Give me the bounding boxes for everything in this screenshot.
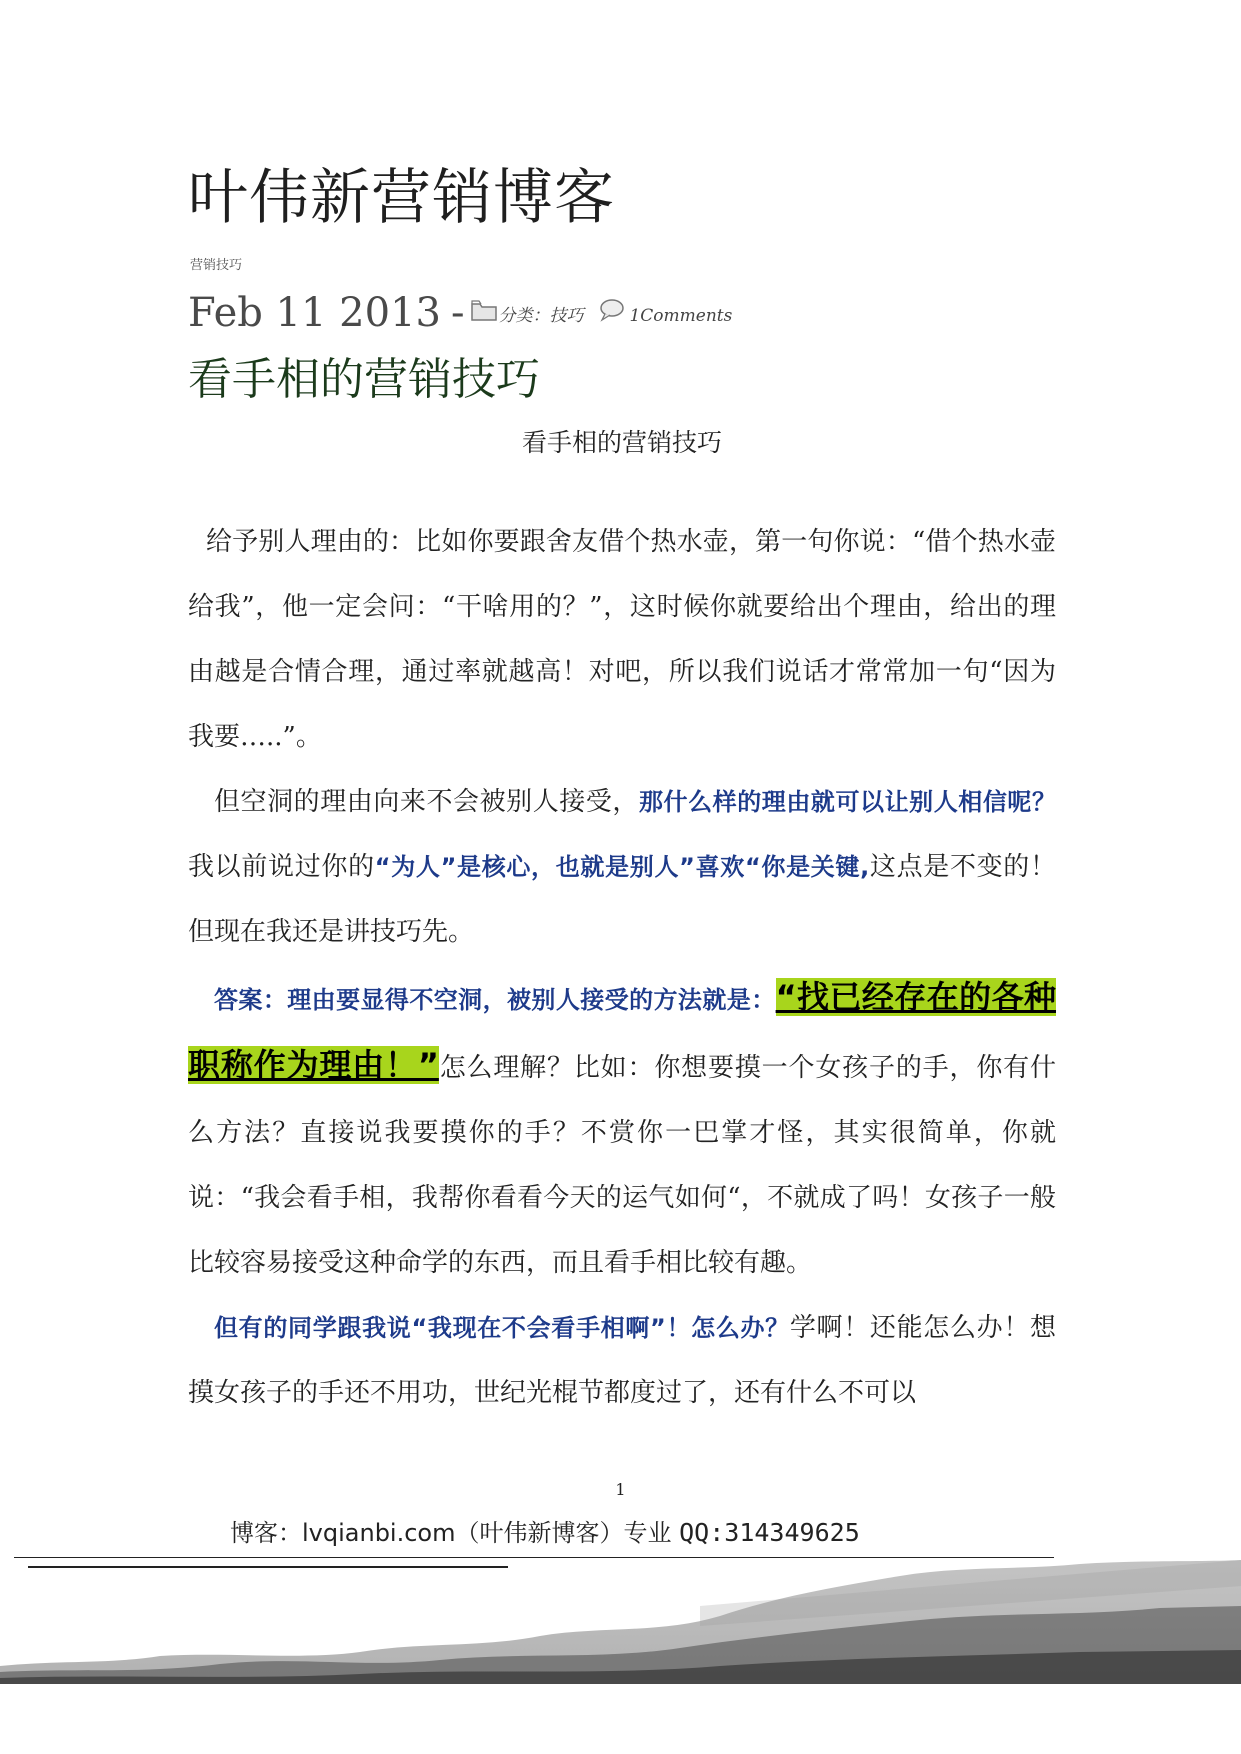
paragraph-1 xyxy=(188,510,1056,770)
category-label[interactable]: 分类：技巧 xyxy=(498,306,584,326)
footer-blog-name: （叶伟新博客） xyxy=(455,1519,624,1547)
paragraph-3-text: 怎么理解？比如：你想要摸一个女孩子的手，你有什么方法？直接说我要摸你的手？不赏你一巴掌才怪，其实很简单，你就说：“我会看手相，我帮你看看今天的运气如何“，不就成了吗！女孩子一般比较容易接受这种命学的东西，而且看手相比较有趣。 xyxy=(188,1053,1056,1278)
paragraph-2-emphasis-a: 那什么样的理由就可以让别人相信呢？ xyxy=(639,788,1056,816)
paragraph-2-emphasis-b: “为人”是核心，也就是别人”喜欢“你是关键, xyxy=(374,853,870,881)
paragraph-1-text: 给予别人理由的：比如你要跟舍友借个热水壶，第一句你说：“借个热水壶给我”，他一定会问：“干啥用的？”，这时候你就要给出个理由，给出的理由越是合情合理，通过率就越高！对吧，所以我们说话才常常加一句“因为我要…..”。 xyxy=(188,527,1056,752)
footer-blog-label: 博客： xyxy=(230,1519,302,1547)
footer-pro-label: 专业 xyxy=(623,1519,672,1547)
post-meta xyxy=(188,290,732,336)
paragraph-2 xyxy=(188,770,1056,965)
landscape-decoration xyxy=(0,1556,1241,1686)
paragraph-4 xyxy=(188,1296,1056,1426)
paragraph-4-emphasis: 但有的同学跟我说“我现在不会看手相啊”！怎么办？ xyxy=(214,1314,790,1342)
paragraph-2-text-c: 这点是不变的！但现在我还是讲技巧先。 xyxy=(188,852,1056,947)
post-date: Feb 11 2013 xyxy=(188,290,441,336)
answer-label: 答案：理由要显得不空洞，被别人接受的方法就是： xyxy=(214,986,776,1014)
paragraph-3 xyxy=(188,965,1056,1296)
footer-qq: QQ:314349625 xyxy=(679,1518,860,1547)
folder-icon xyxy=(470,298,498,322)
category-link[interactable]: 营销技巧 xyxy=(190,258,243,273)
blog-title: 叶伟新营销博客 xyxy=(188,163,615,233)
post-subtitle: 看手相的营销技巧 xyxy=(521,428,722,457)
paragraph-2-text-a: 但空洞的理由向来不会被别人接受， xyxy=(214,787,639,817)
meta-separator: - xyxy=(450,290,465,336)
footer-contact xyxy=(230,1513,860,1548)
page-number: 1 xyxy=(615,1480,626,1499)
paragraph-4-text: 学啊！还能怎么办！想摸女孩子的手还不用功，世纪光棍节都度过了，还有什么不可以 xyxy=(188,1313,1056,1408)
comment-bubble-icon xyxy=(597,298,625,322)
post-title[interactable]: 看手相的营销技巧 xyxy=(188,354,540,405)
post-content xyxy=(188,510,1056,1426)
comments-link[interactable]: 1Comments xyxy=(629,306,733,326)
highlighted-answer: “找已经存在的各种职称作为理由！” xyxy=(188,978,1056,1084)
footer-site-link[interactable]: lvqianbi.com xyxy=(302,1519,456,1547)
paragraph-2-text-b: 我以前说过你的 xyxy=(188,852,375,882)
